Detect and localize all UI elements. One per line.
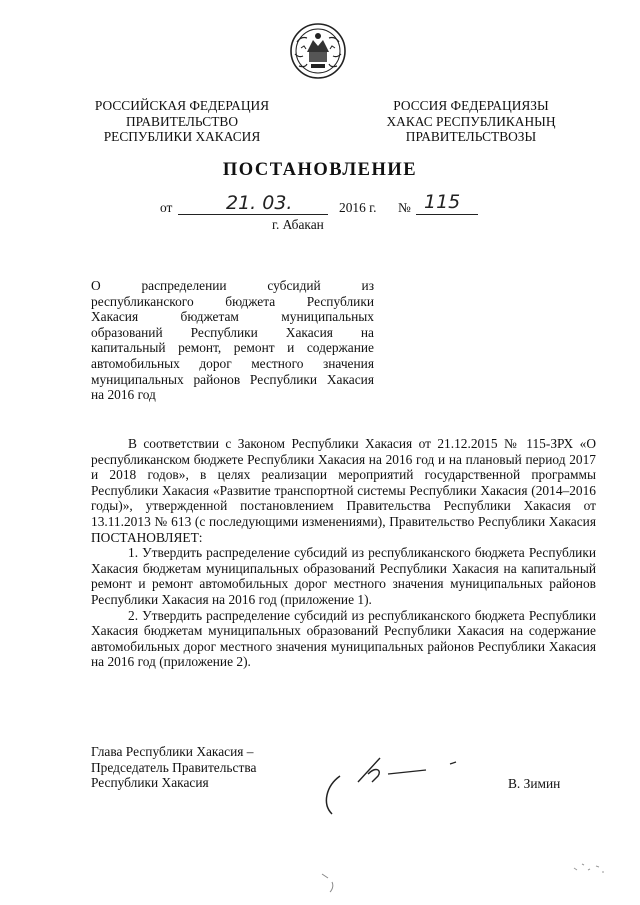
handwritten-date: 21. 03. [226,192,293,214]
subject-line: О распределении субсидий из [91,278,374,293]
body-paragraph: В соответствии с Законом Республики Хакасия от 21.12.2015 № 115-ЗРХ «О республиканском бюджете Республики Хакасия на 2016 год и на плановый период 2017 и 2018 годов», в целях реализации мероприятий государственной программы Республики Хакасия «Развитие транспортной системы Республики Хакасия (2014–2016 годы)», утвержденной постановлением Правительства Республики Хакасия от 13.11.2013 № 613 (с последующими изменениями), Правительство Республики Хакасия ПОСТАНОВЛЯЕТ: [91,436,596,545]
subject-line: на 2016 год [91,387,156,403]
scan-marks [318,868,358,898]
date-line [160,191,490,218]
header-left-line: ПРАВИТЕЛЬСТВО [125,113,238,129]
subject-line: автомобильных дорог местного значения [91,355,374,371]
subject-line: Хакасия бюджетам муниципальных [91,309,374,325]
header-left [84,98,280,145]
signatory-position-line: Республики Хакасия [91,775,209,791]
subject-line: муниципальных районов Республики Хакасия [91,371,374,387]
header-right [366,98,576,145]
signatory-name: В. Зимин [508,776,561,791]
subject-line: республиканского бюджета Республики [91,293,374,309]
number-sign: № [398,200,411,215]
number-underline [416,214,478,215]
header-left-line: РЕСПУБЛИКИ ХАКАСИЯ [103,129,261,144]
signatory-position-line: Глава Республики Хакасия – [91,744,254,759]
document-body [91,436,596,670]
subject-line: образований Республики Хакасия на [91,324,374,340]
date-underline [178,214,328,215]
signatory-position-line: Председатель Правительства [91,759,257,775]
handwritten-signature [318,752,478,822]
coat-of-arms-emblem [289,22,347,80]
scan-marks [572,858,612,878]
header-left-line: РОССИЙСКАЯ ФЕДЕРАЦИЯ [94,98,270,113]
date-year: 2016 г. [339,200,377,215]
body-paragraph: 1. Утвердить распределение субсидий из республиканского бюджета Республики Хакасия бюджетам муниципальных образований Республики Хакасия на капитальный ремонт и ремонт автомобильных дорог местного значения муниципальных районов Республики Хакасия на 2016 год (приложение 1). [91,545,596,607]
document-subject [91,278,374,403]
city: г. Абакан [272,217,324,232]
document-type-title: ПОСТАНОВЛЕНИЕ [222,160,418,180]
signatory-position [91,744,256,791]
header-right-line: ХАКАС РЕСПУБЛИКАНЫҢ [386,113,556,129]
handwritten-number: 115 [424,191,461,213]
date-prefix: от [160,200,173,215]
header-right-line: ПРАВИТЕЛЬСТВОЗЫ [405,129,537,144]
body-paragraph: 2. Утвердить распределение субсидий из республиканского бюджета Республики Хакасия бюджетам муниципальных образований Республики Хакасия на содержание автомобильных дорог местного значения муниципальных районов Республики Хакасия на 2016 год (приложение 2). [91,607,596,670]
subject-line: капитальный ремонт, ремонт и содержание [91,340,374,356]
header-right-line: РОССИЯ ФЕДЕРАЦИЯЗЫ [393,98,549,113]
